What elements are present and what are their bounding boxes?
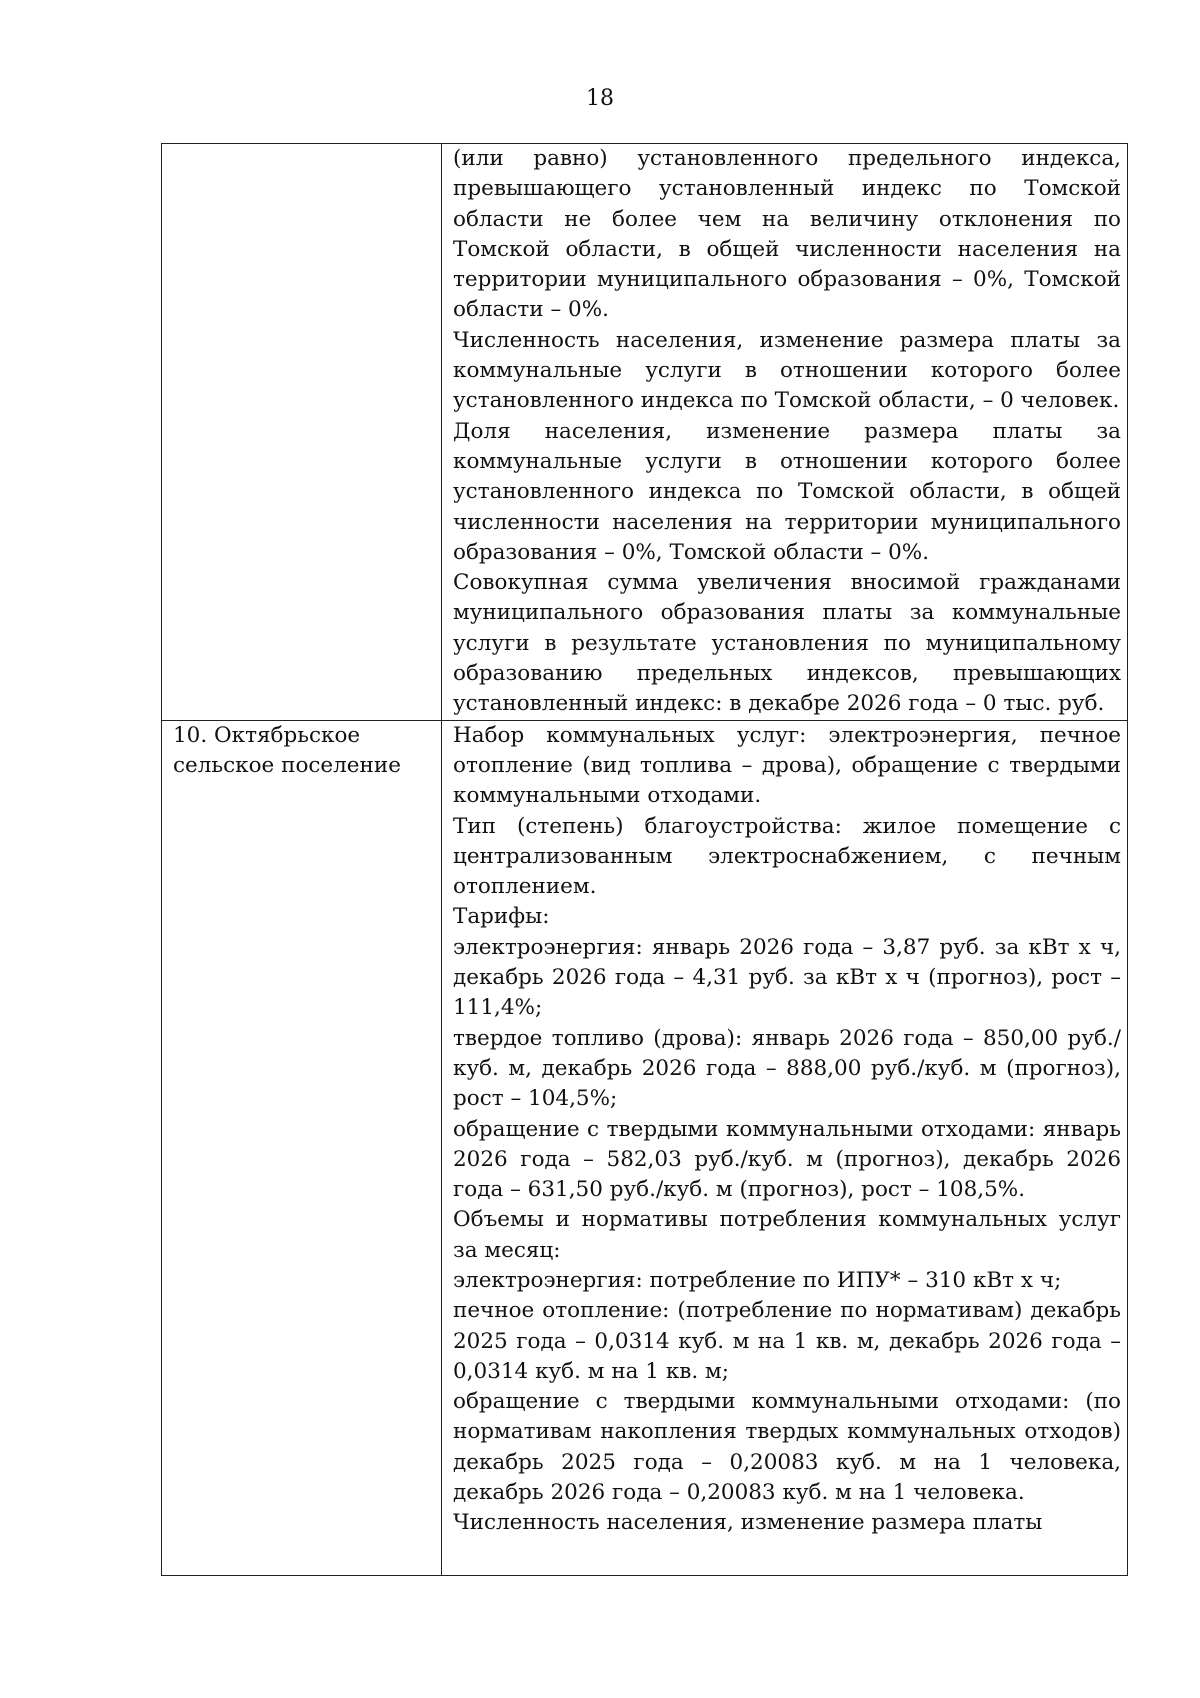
paragraph: твердое топливо (дрова): январь 2026 года – 850,00 руб./куб. м, декабрь 2026 года – 888,00 руб./куб. м (прогноз), рост – 104,5%; (453, 1025, 1121, 1112)
paragraph: Численность населения, изменение размера платы за коммунальные услуги в отношении которого более установленного индекса по Томской области, – 0 человек. (453, 327, 1121, 414)
paragraph: Совокупная сумма увеличения вносимой гражданами муниципального образования платы за коммунальные услуги в результате установления по муниципальному образованию предельных индексов, превышающих установленный индекс: в декабре 2026 года – 0 тыс. руб. (453, 570, 1121, 717)
paragraph: Тарифы: (453, 904, 550, 930)
table-row (162, 144, 1128, 721)
description-cell (442, 720, 1128, 1575)
paragraph: Тип (степень) благоустройства: жилое помещение с централизованным электроснабжением, с печным отоплением. (453, 813, 1121, 900)
paragraph: обращение с твердыми коммунальными отходами: (по нормативам накопления твердых коммунальных отходов) декабрь 2025 года – 0,20083 куб. м на 1 человека, декабрь 2026 года – 0,20083 куб. м на 1 человека. (453, 1389, 1121, 1506)
municipality-cell (162, 720, 442, 1575)
paragraph: Доля населения, изменение размера платы за коммунальные услуги в отношении которого более установленного индекса по Томской области, в общей численности населения на территории муниципального образования – 0%, Томской области – 0%. (453, 418, 1121, 565)
paragraph: Объемы и нормативы потребления коммунальных услуг за месяц: (453, 1207, 1121, 1263)
paragraph: (или равно) установленного предельного индекса, превышающего установленный индекс по Томской области не более чем на величину отклонения по Томской области, в общей численности населения на территории муниципального образования – 0%, Томской области – 0%. (453, 146, 1121, 323)
description-cell (442, 144, 1128, 721)
municipality-cell (162, 144, 442, 721)
paragraph: электроэнергия: потребление по ИПУ* – 310 кВт х ч; (453, 1267, 1062, 1293)
paragraph: Набор коммунальных услуг: электроэнергия, печное отопление (вид топлива – дрова), обращение с твердыми коммунальными отходами. (453, 722, 1121, 809)
paragraph: электроэнергия: январь 2026 года – 3,87 руб. за кВт х ч, декабрь 2026 года – 4,31 руб. за кВт х ч (прогноз), рост – 111,4%; (453, 934, 1121, 1021)
table-row (162, 720, 1128, 1575)
page-number: 18 (586, 86, 614, 111)
municipality-name-line: сельское поселение (173, 752, 401, 778)
paragraph: печное отопление: (потребление по нормативам) декабрь 2025 года – 0,0314 куб. м на 1 кв. м, декабрь 2026 года – 0,0314 куб. м на 1 кв. м; (453, 1298, 1121, 1384)
tariff-table (161, 143, 1128, 1576)
paragraph: обращение с твердыми коммунальными отходами: январь 2026 года – 582,03 руб./куб. м (прогноз), декабрь 2026 года – 631,50 руб./куб. м (прогноз), рост – 108,5%. (453, 1116, 1121, 1203)
municipality-name-line: 10. Октябрьское (173, 722, 361, 748)
paragraph: Численность населения, изменение размера платы (453, 1510, 1043, 1536)
